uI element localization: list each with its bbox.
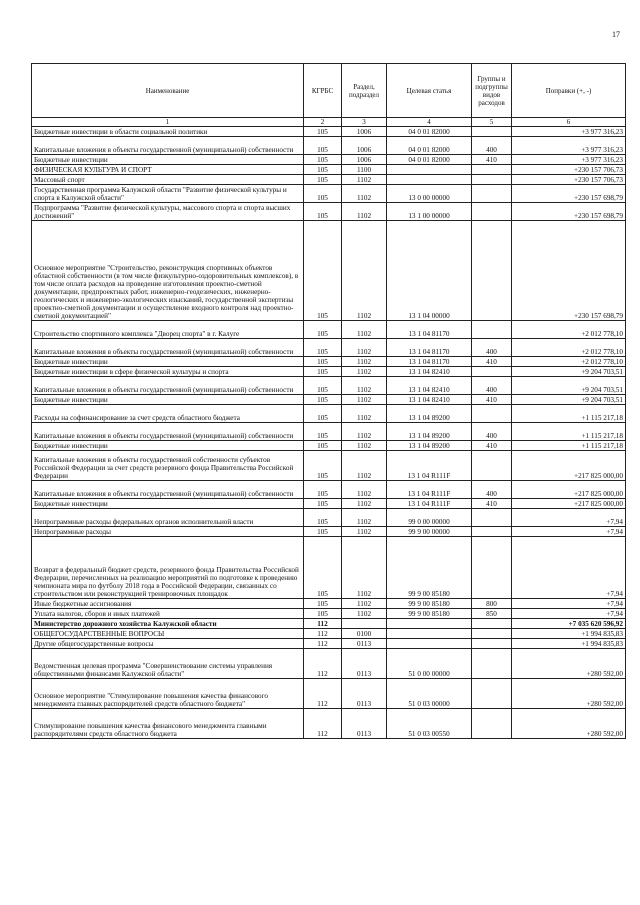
cell-target-article: [387, 629, 472, 639]
cell-name: Бюджетные инвестиции: [32, 155, 304, 165]
cell-expense-group: 410: [472, 499, 512, 509]
cell-name: Стимулирование повышения качества финансового менеджмента главными распорядителями средств областного бюджета: [32, 709, 304, 739]
cell-kgrbs: 105: [304, 527, 342, 537]
cell-expense-group: 400: [472, 377, 512, 395]
cell-target-article: 13 1 04 89200: [387, 441, 472, 451]
cell-amount: +1 994 835,83: [512, 629, 626, 639]
cell-amount: +217 825 000,00: [512, 499, 626, 509]
table-row: [32, 609, 626, 619]
cell-target-article: 04 0 01 82000: [387, 155, 472, 165]
page-number: 17: [612, 30, 620, 39]
cell-expense-group: [472, 367, 512, 377]
cell-amount: +9 204 703,51: [512, 377, 626, 395]
cell-target-article: 13 1 04 89200: [387, 405, 472, 423]
header-expense-group: Группы и подгруппы видов расходов: [472, 64, 512, 118]
cell-kgrbs: 112: [304, 629, 342, 639]
cell-amount: +280 592,00: [512, 649, 626, 679]
cell-razdel: 1102: [342, 377, 387, 395]
table-row: [32, 537, 626, 599]
cell-kgrbs: 105: [304, 203, 342, 221]
cell-razdel: 1102: [342, 609, 387, 619]
cell-target-article: 13 1 04 R111F: [387, 499, 472, 509]
cell-amount: +217 825 000,00: [512, 481, 626, 499]
cell-kgrbs: 105: [304, 155, 342, 165]
cell-expense-group: 400: [472, 481, 512, 499]
header-target-article: Целевая статья: [387, 64, 472, 118]
cell-kgrbs: 105: [304, 609, 342, 619]
cell-razdel: [342, 619, 387, 629]
table-row: [32, 165, 626, 175]
cell-kgrbs: 112: [304, 639, 342, 649]
cell-kgrbs: 105: [304, 175, 342, 185]
cell-target-article: 13 1 04 R111F: [387, 481, 472, 499]
cell-name: Капитальные вложения в объекты государственной (муниципальной) собственности: [32, 423, 304, 441]
cell-amount: +2 012 778,10: [512, 339, 626, 357]
cell-razdel: 1102: [342, 405, 387, 423]
table-row: [32, 599, 626, 609]
column-number: 4: [387, 118, 472, 127]
cell-razdel: 1006: [342, 127, 387, 137]
cell-target-article: 04 0 01 82000: [387, 137, 472, 155]
cell-razdel: 1102: [342, 451, 387, 481]
cell-expense-group: 410: [472, 357, 512, 367]
cell-razdel: 0113: [342, 639, 387, 649]
table-row: [32, 679, 626, 709]
column-number: 5: [472, 118, 512, 127]
cell-expense-group: [472, 629, 512, 639]
cell-name: Иные бюджетные ассигнования: [32, 599, 304, 609]
table-row: [32, 481, 626, 499]
cell-amount: +230 157 706,73: [512, 175, 626, 185]
table-row: [32, 509, 626, 527]
header-razdel: Раздел, подраздел: [342, 64, 387, 118]
cell-amount: +217 825 000,00: [512, 451, 626, 481]
budget-table: [31, 63, 626, 739]
cell-name: Капитальные вложения в объекты государственной (муниципальной) собственности: [32, 339, 304, 357]
cell-razdel: 1102: [342, 357, 387, 367]
cell-amount: +1 115 217,18: [512, 423, 626, 441]
table-row: [32, 221, 626, 321]
cell-name: Непрограммные расходы: [32, 527, 304, 537]
cell-target-article: 13 1 04 81170: [387, 339, 472, 357]
cell-kgrbs: 105: [304, 367, 342, 377]
cell-amount: +230 157 706,73: [512, 165, 626, 175]
cell-amount: +280 592,00: [512, 709, 626, 739]
cell-razdel: 1102: [342, 221, 387, 321]
cell-razdel: 1102: [342, 441, 387, 451]
cell-kgrbs: 105: [304, 451, 342, 481]
table-row: [32, 527, 626, 537]
cell-target-article: 99 9 00 00000: [387, 527, 472, 537]
column-number: 1: [32, 118, 304, 127]
table-row: [32, 423, 626, 441]
cell-kgrbs: 105: [304, 165, 342, 175]
cell-target-article: 13 1 04 89200: [387, 423, 472, 441]
cell-kgrbs: 112: [304, 649, 342, 679]
cell-name: Государственная программа Калужской области "Развитие физической культуры и спорта в Калужской области": [32, 185, 304, 203]
cell-razdel: 1102: [342, 499, 387, 509]
header-kgrbs: КГРБС: [304, 64, 342, 118]
cell-name: ОБЩЕГОСУДАРСТВЕННЫЕ ВОПРОСЫ: [32, 629, 304, 639]
table-row: [32, 629, 626, 639]
cell-amount: +7,94: [512, 527, 626, 537]
cell-target-article: 04 0 01 82000: [387, 127, 472, 137]
cell-expense-group: [472, 709, 512, 739]
table-row: [32, 321, 626, 339]
cell-razdel: 1102: [342, 321, 387, 339]
table-row: [32, 441, 626, 451]
cell-target-article: 13 0 00 00000: [387, 185, 472, 203]
cell-expense-group: 400: [472, 137, 512, 155]
cell-name: Капитальные вложения в объекты государственной (муниципальной) собственности: [32, 377, 304, 395]
cell-name: Расходы на софинансирование за счет средств областного бюджета: [32, 405, 304, 423]
cell-razdel: 1100: [342, 165, 387, 175]
cell-name: Бюджетные инвестиции в сфере физической культуры и спорта: [32, 367, 304, 377]
cell-razdel: 0113: [342, 709, 387, 739]
cell-expense-group: 410: [472, 155, 512, 165]
cell-name: Бюджетные инвестиции в области социальной политики: [32, 127, 304, 137]
cell-name: Непрограммные расходы федеральных органов исполнительной власти: [32, 509, 304, 527]
cell-amount: +1 115 217,18: [512, 405, 626, 423]
cell-name: Бюджетные инвестиции: [32, 357, 304, 367]
cell-amount: +9 204 703,51: [512, 367, 626, 377]
cell-target-article: 99 9 00 85180: [387, 537, 472, 599]
cell-expense-group: [472, 221, 512, 321]
cell-razdel: 1102: [342, 339, 387, 357]
cell-razdel: 1102: [342, 537, 387, 599]
cell-expense-group: [472, 165, 512, 175]
cell-razdel: 1006: [342, 137, 387, 155]
cell-expense-group: [472, 619, 512, 629]
header-name: Наименование: [32, 64, 304, 118]
cell-target-article: [387, 175, 472, 185]
cell-kgrbs: 105: [304, 405, 342, 423]
cell-target-article: 13 1 04 82410: [387, 395, 472, 405]
cell-name: Бюджетные инвестиции: [32, 441, 304, 451]
cell-target-article: 13 1 04 82410: [387, 367, 472, 377]
cell-kgrbs: 105: [304, 599, 342, 609]
table-row: [32, 619, 626, 629]
table-row: [32, 185, 626, 203]
cell-target-article: 13 1 04 R111F: [387, 451, 472, 481]
table-row: [32, 405, 626, 423]
cell-amount: +1 994 835,83: [512, 639, 626, 649]
cell-kgrbs: 105: [304, 537, 342, 599]
cell-target-article: 13 1 00 00000: [387, 203, 472, 221]
table-row: [32, 339, 626, 357]
table-row: [32, 395, 626, 405]
table-row: [32, 639, 626, 649]
header-amendments: Поправки (+, -): [512, 64, 626, 118]
table-row: [32, 127, 626, 137]
cell-kgrbs: 105: [304, 357, 342, 367]
cell-expense-group: 800: [472, 599, 512, 609]
cell-razdel: 0113: [342, 679, 387, 709]
cell-expense-group: [472, 649, 512, 679]
cell-amount: +3 977 316,23: [512, 127, 626, 137]
cell-amount: +3 977 316,23: [512, 137, 626, 155]
cell-kgrbs: 105: [304, 499, 342, 509]
cell-expense-group: [472, 451, 512, 481]
cell-kgrbs: 105: [304, 441, 342, 451]
cell-name: Капитальные вложения в объекты государственной (муниципальной) собственности: [32, 137, 304, 155]
table-row: [32, 709, 626, 739]
cell-name: Ведомственная целевая программа "Совершенствование системы управления общественными финансами Калужской области": [32, 649, 304, 679]
cell-expense-group: [472, 321, 512, 339]
cell-target-article: 51 0 03 00000: [387, 679, 472, 709]
cell-name: Основное мероприятие "Стимулирование повышения качества финансового менеджмента главных распорядителей средств областного бюджета": [32, 679, 304, 709]
cell-expense-group: [472, 509, 512, 527]
cell-razdel: 1102: [342, 395, 387, 405]
cell-amount: +3 977 316,23: [512, 155, 626, 165]
table-row: [32, 137, 626, 155]
cell-expense-group: 850: [472, 609, 512, 619]
cell-name: Массовый спорт: [32, 175, 304, 185]
table-row: [32, 175, 626, 185]
cell-name: Капитальные вложения в объекты государственной собственности субъектов Российской Федерации за счет средств резервного фонда Правительства Российской Федерации: [32, 451, 304, 481]
cell-expense-group: [472, 185, 512, 203]
cell-kgrbs: 105: [304, 321, 342, 339]
cell-name: Министерство дорожного хозяйства Калужской области: [32, 619, 304, 629]
cell-amount: +7,94: [512, 509, 626, 527]
cell-target-article: 51 0 03 00550: [387, 709, 472, 739]
column-number: 2: [304, 118, 342, 127]
cell-razdel: 1102: [342, 185, 387, 203]
cell-razdel: 1102: [342, 509, 387, 527]
cell-kgrbs: 105: [304, 395, 342, 405]
cell-expense-group: [472, 537, 512, 599]
cell-name: Бюджетные инвестиции: [32, 499, 304, 509]
cell-target-article: [387, 619, 472, 629]
cell-expense-group: [472, 175, 512, 185]
column-number: 3: [342, 118, 387, 127]
cell-razdel: 0113: [342, 649, 387, 679]
table-row: [32, 155, 626, 165]
cell-amount: +230 157 698,79: [512, 221, 626, 321]
cell-amount: +230 157 698,79: [512, 203, 626, 221]
cell-kgrbs: 105: [304, 339, 342, 357]
cell-amount: +230 157 698,79: [512, 185, 626, 203]
cell-target-article: 99 9 00 85180: [387, 609, 472, 619]
cell-name: Другие общегосударственные вопросы: [32, 639, 304, 649]
cell-amount: +7 035 620 596,92: [512, 619, 626, 629]
cell-razdel: 1006: [342, 155, 387, 165]
cell-kgrbs: 112: [304, 709, 342, 739]
cell-amount: +7,94: [512, 599, 626, 609]
cell-kgrbs: 105: [304, 127, 342, 137]
table-row: [32, 203, 626, 221]
cell-kgrbs: 105: [304, 377, 342, 395]
cell-name: Основное мероприятие "Строительство, реконструкция спортивных объектов областной собственности (в том числе физкультурно-оздоровительных комплексов), в том числе оплата расходов на проведение изготовления проектно-сметной документации, предпроектных работ, инженерно-геодезических, инженерно-геологических и инженерно-экологических изысканий, государственной экспертизы проектно-сметной документации и осуществление входного контроля над проектно-сметной документацией": [32, 221, 304, 321]
cell-expense-group: 410: [472, 441, 512, 451]
cell-target-article: [387, 165, 472, 175]
table-row: [32, 649, 626, 679]
table-row: [32, 377, 626, 395]
cell-target-article: 13 1 04 81170: [387, 321, 472, 339]
cell-expense-group: [472, 203, 512, 221]
cell-target-article: 51 0 00 00000: [387, 649, 472, 679]
cell-target-article: [387, 639, 472, 649]
cell-expense-group: 400: [472, 423, 512, 441]
cell-kgrbs: 112: [304, 679, 342, 709]
cell-amount: +9 204 703,51: [512, 395, 626, 405]
cell-amount: +280 592,00: [512, 679, 626, 709]
column-number: 6: [512, 118, 626, 127]
cell-expense-group: 410: [472, 395, 512, 405]
cell-kgrbs: 105: [304, 185, 342, 203]
cell-razdel: 1102: [342, 175, 387, 185]
cell-razdel: 1102: [342, 481, 387, 499]
cell-razdel: 1102: [342, 423, 387, 441]
cell-name: Возврат в федеральный бюджет средств, резервного фонда Правительства Российской Федерации, перечисленных на реализацию мероприятий по подготовке к проведению чемпионата мира по футболу 2018 года в Российской Федерации, связанных со строительством или реконструкцией тренировочных площадок: [32, 537, 304, 599]
cell-name: Строительство спортивного комплекса "Дворец спорта" в г. Калуге: [32, 321, 304, 339]
cell-razdel: 1102: [342, 527, 387, 537]
cell-target-article: 13 1 04 81170: [387, 357, 472, 367]
cell-expense-group: [472, 527, 512, 537]
cell-name: Подпрограмма "Развитие физической культуры, массового спорта и спорта высших достижений": [32, 203, 304, 221]
cell-name: Уплата налогов, сборов и иных платежей: [32, 609, 304, 619]
cell-target-article: 99 0 00 00000: [387, 509, 472, 527]
cell-kgrbs: 105: [304, 221, 342, 321]
cell-amount: +2 012 778,10: [512, 321, 626, 339]
cell-target-article: 13 1 04 82410: [387, 377, 472, 395]
cell-amount: +7,94: [512, 537, 626, 599]
table-row: [32, 451, 626, 481]
cell-amount: +2 012 778,10: [512, 357, 626, 367]
cell-name: Бюджетные инвестиции: [32, 395, 304, 405]
cell-expense-group: 400: [472, 339, 512, 357]
cell-expense-group: [472, 405, 512, 423]
cell-expense-group: [472, 679, 512, 709]
table-row: [32, 499, 626, 509]
cell-razdel: 1102: [342, 203, 387, 221]
cell-kgrbs: 105: [304, 137, 342, 155]
table-row: [32, 357, 626, 367]
cell-razdel: 1102: [342, 367, 387, 377]
cell-target-article: 13 1 04 00000: [387, 221, 472, 321]
cell-amount: +1 115 217,18: [512, 441, 626, 451]
cell-amount: +7,94: [512, 609, 626, 619]
cell-kgrbs: 105: [304, 423, 342, 441]
cell-name: ФИЗИЧЕСКАЯ КУЛЬТУРА И СПОРТ: [32, 165, 304, 175]
cell-expense-group: [472, 127, 512, 137]
cell-razdel: 0100: [342, 629, 387, 639]
cell-razdel: 1102: [342, 599, 387, 609]
table-row: [32, 367, 626, 377]
cell-target-article: 99 9 00 85180: [387, 599, 472, 609]
cell-expense-group: [472, 639, 512, 649]
cell-kgrbs: 105: [304, 509, 342, 527]
cell-kgrbs: 112: [304, 619, 342, 629]
cell-kgrbs: 105: [304, 481, 342, 499]
cell-name: Капитальные вложения в объекты государственной (муниципальной) собственности: [32, 481, 304, 499]
